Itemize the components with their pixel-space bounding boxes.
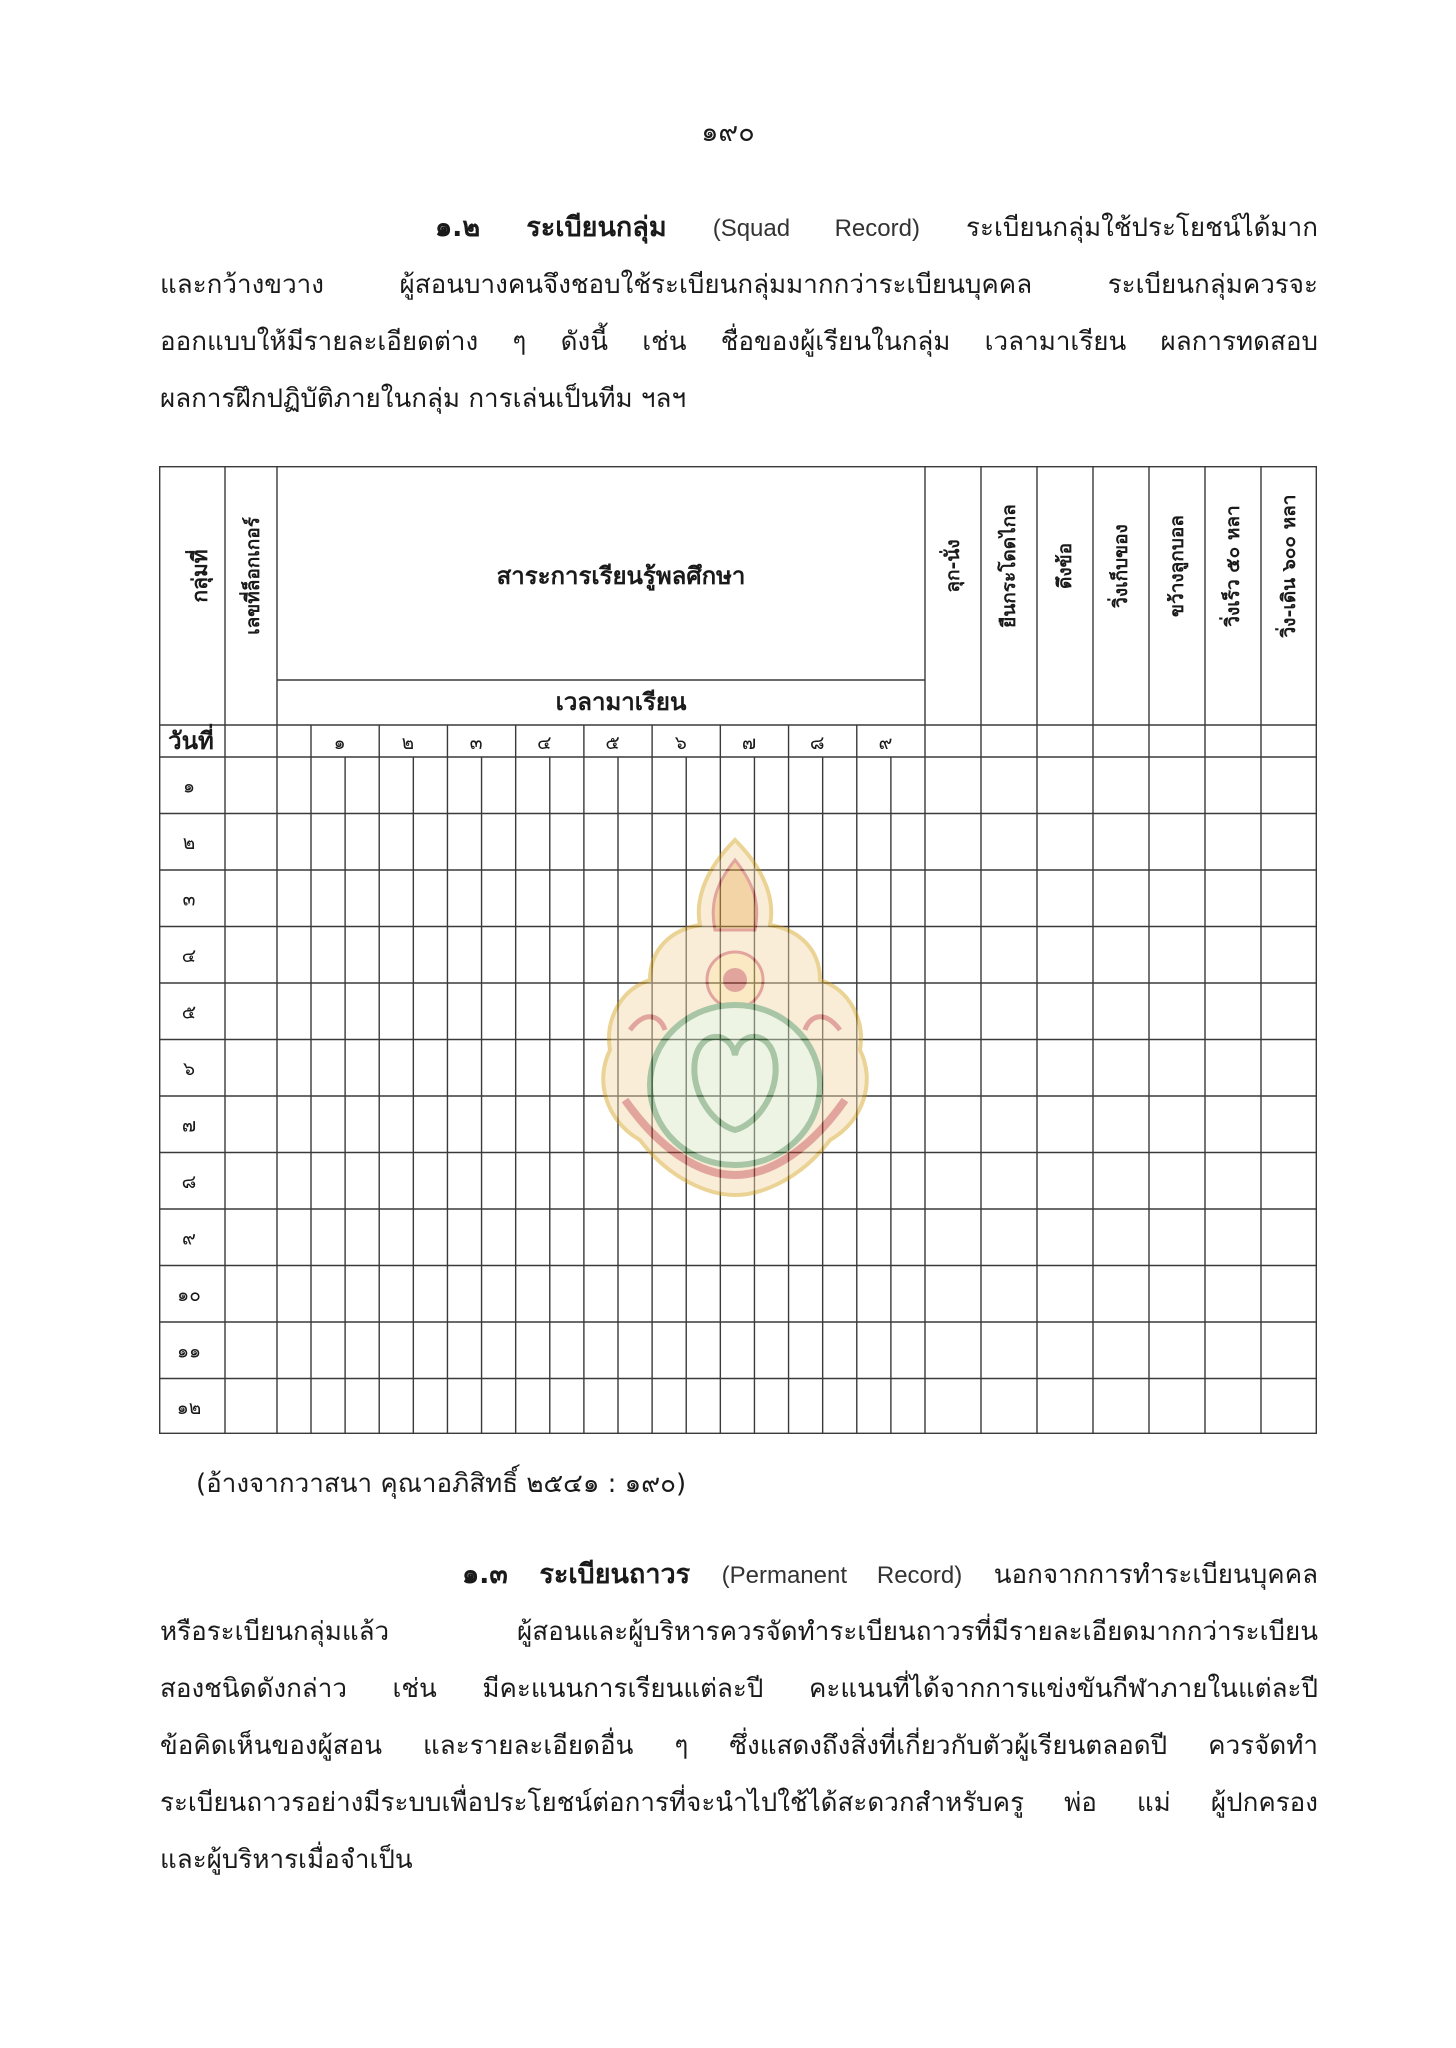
activity-header-1: ลุก-นั่ง bbox=[942, 539, 964, 593]
day-header: วันที่ bbox=[168, 727, 214, 755]
day-number-11: ๑๑ bbox=[176, 1340, 202, 1363]
day-number-6: ๖ bbox=[182, 1057, 196, 1080]
day-number-8: ๘ bbox=[181, 1170, 197, 1193]
section-1-line-2: ออกแบบให้มีรายละเอียดต่าง ๆ ดังนี้ เช่น ชื่อของผู้เรียนในกลุ่ม เวลามาเรียน ผลการทดสอบ bbox=[160, 327, 1318, 357]
day-number-4: ๔ bbox=[181, 944, 197, 967]
section-squad-record bbox=[160, 199, 1318, 428]
section-1-number: ๑.๒ bbox=[435, 212, 481, 243]
period-number-8: ๘ bbox=[809, 732, 825, 754]
activity-header-5: ขว้างลูกบอล bbox=[1166, 515, 1188, 617]
period-number-1: ๑ bbox=[333, 732, 346, 754]
page-number: ๑๙๐ bbox=[701, 117, 755, 148]
day-number-12: ๑๒ bbox=[176, 1396, 202, 1419]
section-2-line-5: และผู้บริหารเมื่อจำเป็น bbox=[160, 1845, 413, 1875]
day-number-5: ๕ bbox=[181, 1001, 197, 1024]
group-number-header: กลุ่มที่ bbox=[188, 549, 212, 603]
day-number-7: ๗ bbox=[181, 1114, 197, 1137]
section-1-first-line bbox=[160, 199, 1318, 257]
section-2-line-1: หรือระเบียนกลุ่มแล้ว ผู้สอนและผู้บริหารควรจัดทำระเบียนถาวรที่มีรายละเอียดมากกว่าระเบียน bbox=[160, 1617, 1318, 1647]
section-2-line-3: ข้อคิดเห็นของผู้สอน และรายละเอียดอื่น ๆ ซึ่งแสดงถึงสิ่งที่เกี่ยวกับตัวผู้เรียนตลอดปี ควรจัดทำ bbox=[160, 1731, 1318, 1761]
table-citation: (อ้างจากวาสนา คุณาอภิสิทธิ์ ๒๕๔๑ : ๑๙๐) bbox=[196, 1469, 687, 1499]
period-number-6: ๖ bbox=[674, 732, 687, 754]
day-number-9: ๙ bbox=[182, 1227, 196, 1250]
section-1-english: (Squad Record) bbox=[712, 215, 920, 242]
section-2-title: ระเบียนถาวร bbox=[539, 1559, 691, 1590]
period-number-7: ๗ bbox=[741, 732, 757, 754]
section-1-line-0: ระเบียนกลุ่มใช้ประโยชน์ได้มาก bbox=[966, 213, 1318, 243]
activity-header-6: วิ่งเร็ว ๕๐ หลา bbox=[1222, 505, 1244, 627]
day-number-1: ๑ bbox=[182, 775, 196, 798]
day-number-3: ๓ bbox=[182, 888, 196, 911]
activity-header-4: วิ่งเก็บของ bbox=[1110, 524, 1132, 608]
section-1-line-1: และกว้างขวาง ผู้สอนบางคนจึงชอบใช้ระเบียนกลุ่มมากกว่าระเบียนบุคคล ระเบียนกลุ่มควรจะ bbox=[160, 270, 1318, 300]
activity-header-3: ดึงข้อ bbox=[1054, 542, 1076, 590]
period-number-3: ๓ bbox=[469, 732, 483, 754]
section-2-line-4: ระเบียนถาวรอย่างมีระบบเพื่อประโยชน์ต่อการที่จะนำไปใช้ได้สะดวกสำหรับครู พ่อ แม่ ผู้ปกครอง bbox=[160, 1788, 1318, 1818]
period-number-5: ๕ bbox=[605, 732, 620, 754]
section-2-number: ๑.๓ bbox=[462, 1559, 508, 1590]
day-number-10: ๑๐ bbox=[177, 1283, 201, 1306]
section-1-line-3: ผลการฝึกปฏิบัติภายในกลุ่ม การเล่นเป็นทีม ฯลฯ bbox=[160, 384, 687, 414]
locker-number-header: เลขที่ล็อกเกอร์ bbox=[242, 517, 264, 635]
section-permanent-record bbox=[160, 1546, 1318, 1889]
activity-header-7: วิ่ง-เดิน ๖๐๐ หลา bbox=[1278, 494, 1300, 638]
day-number-2: ๒ bbox=[182, 831, 196, 854]
section-2-first-line bbox=[160, 1546, 1318, 1604]
ministry-emblem-watermark bbox=[590, 830, 880, 1200]
period-number-2: ๒ bbox=[401, 732, 415, 754]
section-2-english: (Permanent Record) bbox=[721, 1562, 963, 1589]
period-number-9: ๙ bbox=[878, 732, 893, 754]
section-1-title: ระเบียนกลุ่ม bbox=[526, 212, 667, 243]
section-2-line-0: นอกจากการทำระเบียนบุคคล bbox=[993, 1560, 1318, 1590]
activity-header-2: ยืนกระโดดไกล bbox=[998, 504, 1020, 628]
section-2-line-2: สองชนิดดังกล่าว เช่น มีคะแนนการเรียนแต่ละปี คะแนนที่ได้จากการแข่งขันกีฬาภายในแต่ละปี bbox=[160, 1674, 1318, 1704]
period-number-4: ๔ bbox=[537, 732, 552, 754]
subject-title-header: สาระการเรียนรู้พลศึกษา bbox=[496, 562, 746, 590]
attendance-header: เวลามาเรียน bbox=[555, 688, 687, 716]
